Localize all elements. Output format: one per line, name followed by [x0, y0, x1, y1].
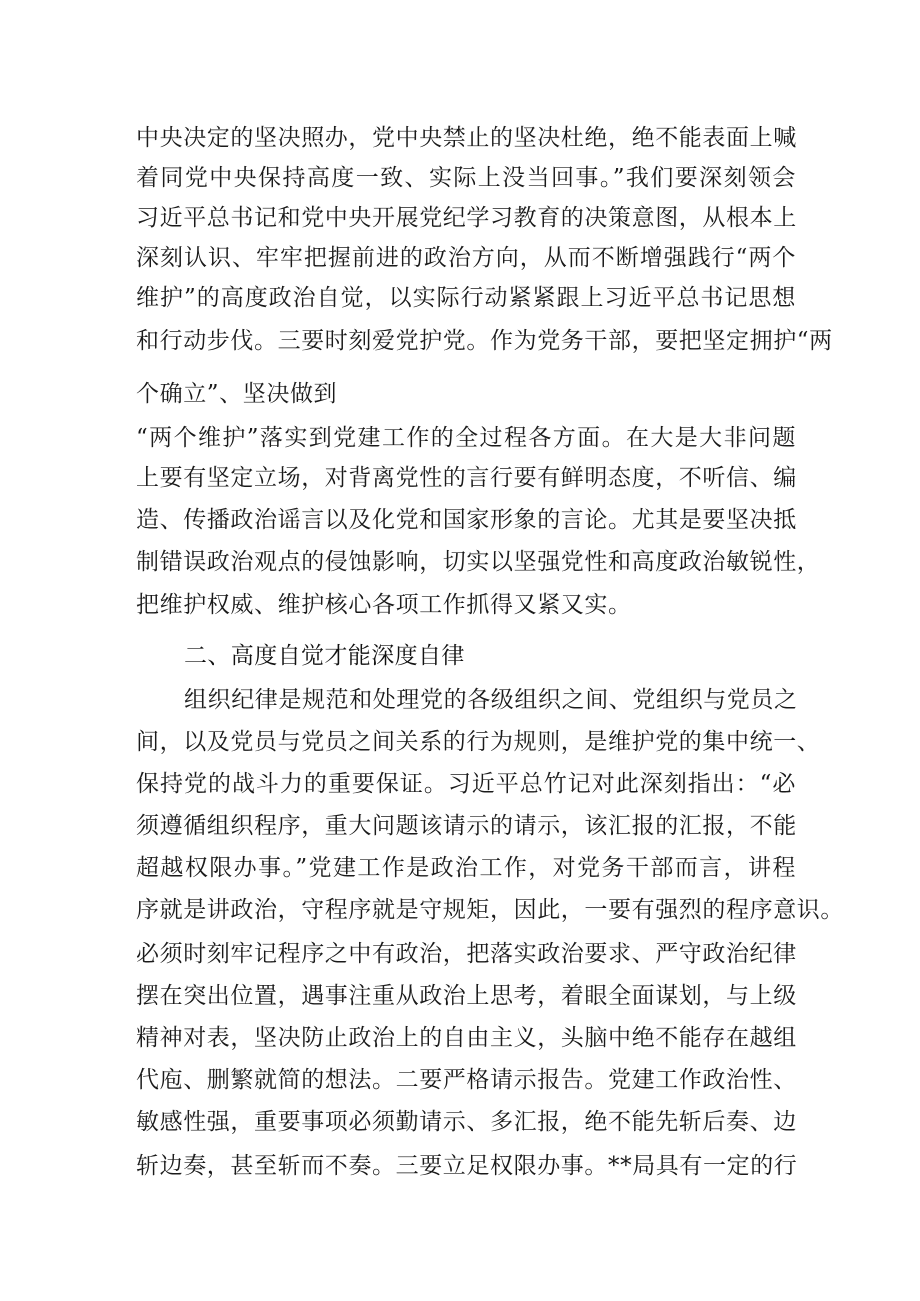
- text-line: 深刻认识、牢牢把握前进的政治方向，从而不断增强践行“两个: [136, 245, 796, 271]
- text-line: 必须时刻牢记程序之中有政治，把落实政治要求、严守政治纪律: [136, 941, 797, 967]
- text-line: 保持党的战斗力的重要保证。习近平总竹记对此深刻指出：“必: [136, 771, 796, 797]
- text-line: 序就是讲政治，守程序就是守规矩，因此，一要有强烈的程序意识。: [136, 897, 844, 923]
- text-line: 中央决定的坚决照办，党中央禁止的坚决杜绝，绝不能表面上喊: [136, 125, 797, 151]
- text-line: 代庖、删繁就简的想法。二要严格请示报告。党建工作政治性、: [136, 1067, 797, 1093]
- text-line: 精神对表，坚决防止政治上的自由主义，头脑中绝不能存在越组: [136, 1025, 797, 1051]
- text-line: 组织纪律是规范和处理党的各级组织之间、党组织与党员之: [184, 687, 798, 713]
- text-line: 须遵循组织程序，重大问题该请示的请示，该汇报的汇报，不能: [136, 813, 797, 839]
- text-line: 摆在突出位置，遇事注重从政治上思考，着眼全面谋划，与上级: [136, 983, 797, 1009]
- text-line: 造、传播政治谣言以及化党和国家形象的言论。尤其是要坚决抵: [136, 507, 797, 533]
- text-line: “两个维护”落实到党建工作的全过程各方面。在大是大非问题: [136, 425, 796, 451]
- text-line: 敏感性强，重要事项必须勤请示、多汇报，绝不能先斩后奏、边: [136, 1109, 797, 1135]
- text-line: 习近平总书记和党中央开展党纪学习教育的决策意图，从根本上: [136, 205, 797, 231]
- text-line: 斩边奏，甚至斩而不奏。三要立足权限办事。**局具有一定的行: [136, 1153, 798, 1179]
- text-line: 间，以及党员与党员之间关系的行为规则，是维护党的集中统一、: [136, 729, 821, 755]
- text-line: 着同党中央保持高度一致、实际上没当回事。”我们要深刻领会: [136, 165, 796, 191]
- text-line: 维护”的高度政治自觉，以实际行动紧紧跟上习近平总书记思想: [136, 285, 796, 311]
- text-line: 上要有坚定立场，对背离党性的言行要有鲜明态度，不听信、编: [136, 465, 797, 491]
- text-line: 个确立”、坚决做到: [136, 381, 338, 407]
- text-line: 和行动步伐。三要时刻爱党护党。作为党务干部，要把坚定拥护“两: [136, 328, 833, 354]
- section-heading: 二、高度自觉才能深度自律: [184, 643, 465, 669]
- text-line: 把维护权威、维护核心各项工作抓得又紧又实。: [136, 592, 632, 618]
- text-line: 超越权限办事。”党建工作是政治工作，对党务干部而言，讲程: [136, 855, 796, 881]
- text-line: 制错误政治观点的侵蚀影响，切实以坚强党性和高度政治敏锐性，: [136, 549, 821, 575]
